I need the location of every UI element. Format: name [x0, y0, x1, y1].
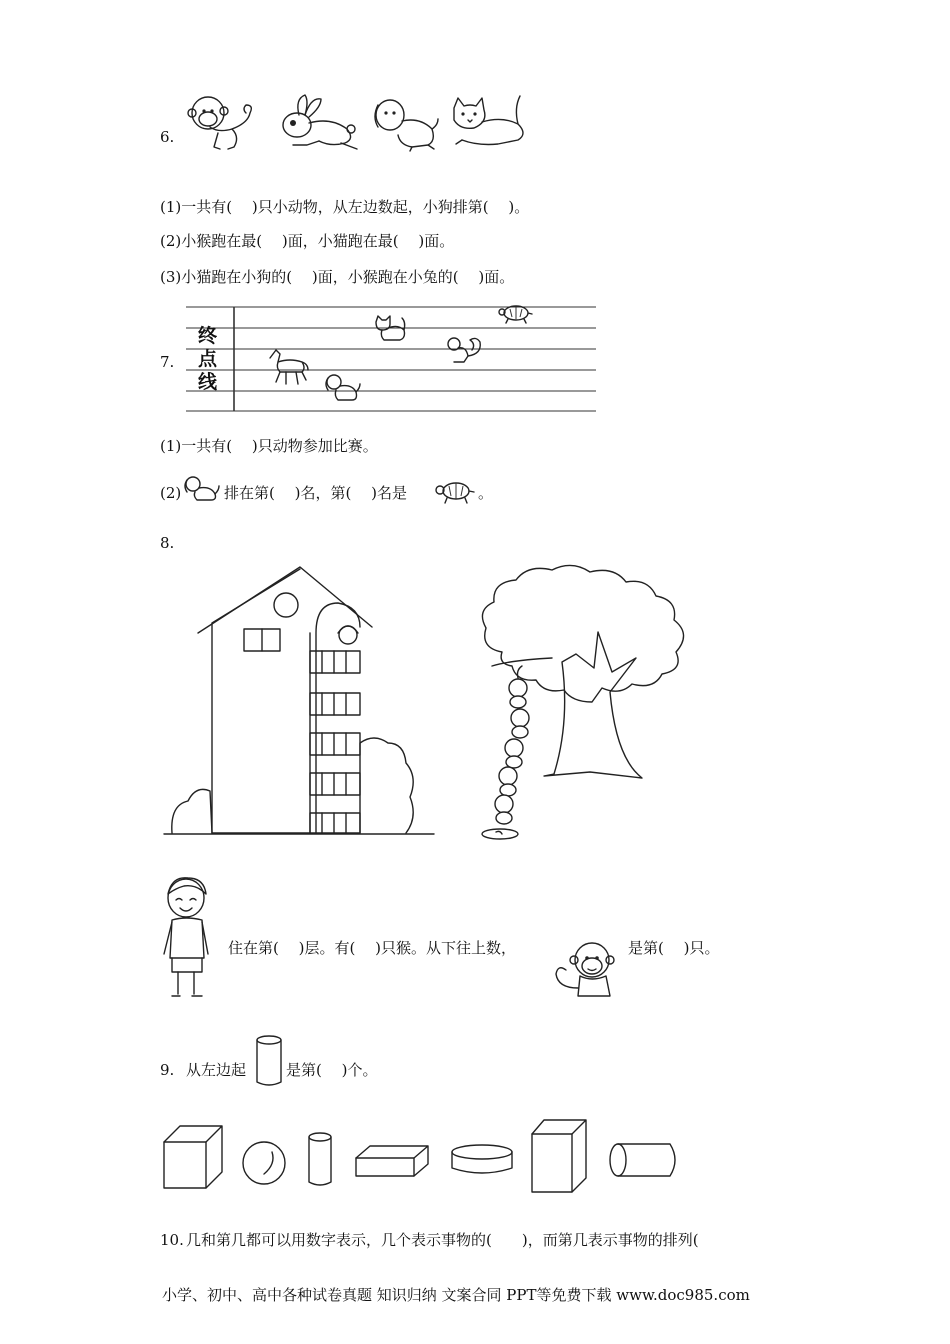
race-horse-icon — [266, 348, 310, 386]
monkey-icon — [188, 93, 260, 153]
tall-cuboid-icon — [532, 1120, 586, 1192]
question-9-prefix: 从左边起 — [186, 1061, 247, 1079]
rabbit-icon — [275, 93, 360, 153]
shape-row — [160, 1114, 686, 1196]
finish-line-char-3: 线 — [198, 371, 218, 393]
question-6-number: 6. — [160, 128, 175, 146]
cylinder-icon — [254, 1034, 284, 1088]
monkey-chain — [495, 666, 529, 824]
question-6-part-2: (2)小猴跑在最( )面，小猫跑在最( )面。 — [160, 232, 455, 250]
race-turtle-icon — [498, 302, 534, 324]
disc-icon — [452, 1145, 512, 1173]
cuboid-icon — [356, 1146, 428, 1176]
question-7-number: 7. — [160, 353, 175, 371]
question-6-part-1: (1)一共有( )只小动物，从左边数起，小狗排第( )。 — [160, 198, 530, 216]
question-7-part-2-prefix: (2) — [160, 484, 182, 502]
monkey-icon — [552, 936, 628, 1002]
dog-icon — [183, 474, 221, 504]
question-6-part-3: (3)小猫跑在小狗的( )面，小猴跑在小兔的( )面。 — [160, 268, 515, 286]
race-cat-icon — [372, 314, 408, 344]
finish-line-char-1: 终 — [198, 325, 218, 347]
cube-icon — [164, 1126, 222, 1188]
question-9-number: 9. — [160, 1061, 175, 1079]
page-footer: 小学、初中、高中各种试卷真题 知识归纳 文案合同 PPT等免费下载 www.doc985.com — [162, 1286, 750, 1304]
question-10-text: 几和第几都可以用数字表示，几个表示事物的( )，而第几表示事物的排列( — [186, 1231, 699, 1249]
question-10-number: 10. — [160, 1231, 184, 1249]
cylinder-icon — [309, 1133, 331, 1185]
turtle-icon — [434, 478, 476, 504]
dog-icon — [372, 95, 440, 153]
race-squirrel-icon — [446, 334, 484, 366]
finish-line-char-2: 点 — [198, 348, 218, 370]
race-dog-icon — [324, 372, 362, 404]
lying-cylinder-icon — [610, 1144, 675, 1176]
question-8-sentence-a: 住在第( )层。有( )只猴。从下往上数， — [228, 939, 516, 957]
building-scene — [160, 565, 440, 840]
tree-scene — [472, 562, 722, 844]
question-9-suffix: 是第( )个。 — [286, 1061, 378, 1079]
question-8-sentence-b: 是第( )只。 — [628, 939, 720, 957]
sphere-icon — [243, 1142, 285, 1184]
boy-icon — [160, 876, 216, 1000]
question-7-part-1: (1)一共有( )只动物参加比赛。 — [160, 437, 378, 455]
question-8-number: 8. — [160, 534, 175, 552]
question-7-part-2-suffix: 。 — [478, 484, 494, 502]
question-7-part-2-text: 排在第( )名，第( )名是 — [224, 484, 407, 502]
cat-icon — [448, 90, 532, 152]
